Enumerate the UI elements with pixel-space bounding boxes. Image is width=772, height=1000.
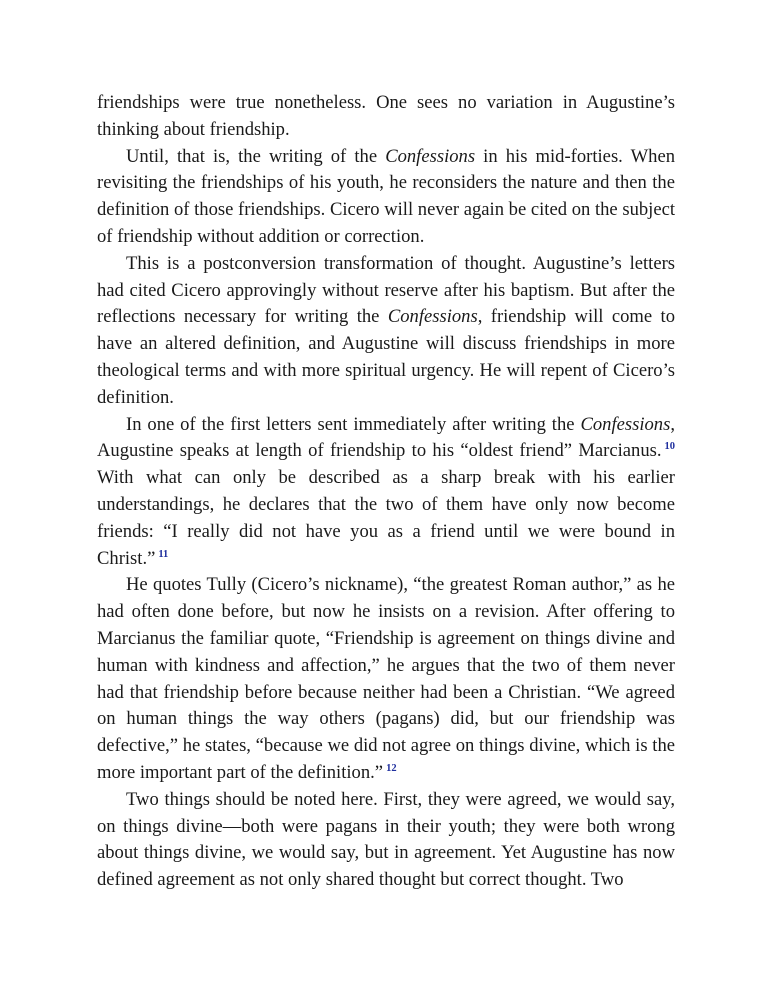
text-run: With what can only be described as a sharp break with his earlier understandings, he declares that the two of them have only now become friends: “I really did not have you as a friend until we were bound in Christ.” <box>97 467 675 569</box>
footnote-link-12[interactable]: 12 <box>386 762 397 774</box>
footnote-link-10[interactable]: 10 <box>664 441 675 453</box>
text-run: Two things should be noted here. First, they were agreed, we would say, on things divine—both were pagans in their youth; they were both wrong about things divine, we would say, but in agreement. Yet Augustine has now defined agreement as not only shared thought but correct thought. Two <box>97 788 675 891</box>
book-title-italic: Confessions <box>387 306 478 328</box>
text-run: This is a postconversion transformation of thought. Augustine’s letters had cited Cicero approvingly without reserve after his baptism. But after the reflections necessary for writing the <box>97 252 675 328</box>
text-run: , friendship will come to have an altered definition, and Augustine will discuss friendships in more theological terms and with more spiritual urgency. He will repent of Cicero’s definition. <box>97 306 675 408</box>
paragraph-1 <box>97 90 675 144</box>
paragraph-3 <box>97 251 675 412</box>
text-run: , Augustine speaks at length of friendship to his “oldest friend” Marcianus. <box>97 413 675 462</box>
book-title-italic: Confessions <box>385 145 476 167</box>
text-run: Until, that is, the writing of the <box>126 145 386 167</box>
text-run: In one of the first letters sent immediately after writing the <box>126 413 581 435</box>
paragraph-4 <box>97 412 675 573</box>
footnote-link-11[interactable]: 11 <box>158 548 169 560</box>
book-title-italic: Confessions <box>580 413 671 435</box>
text-run: in his mid-forties. When revisiting the friendships of his youth, he reconsiders the nature and then the definition of those friendships. Cicero will never again be cited on the subject of friendship without addition or correction. <box>97 145 675 247</box>
book-page <box>97 90 675 894</box>
text-run: friendships were true nonetheless. One sees no variation in Augustine’s thinking about friendship. <box>97 92 675 140</box>
paragraph-2 <box>97 144 675 251</box>
paragraph-6 <box>97 787 675 894</box>
text-run: He quotes Tully (Cicero’s nickname), “the greatest Roman author,” as he had often done before, but now he insists on a revision. After offering to Marcianus the familiar quote, “Friendship is agreement on things divine and human with kindness and affection,” he argues that the two of them never had that friendship before because neither had been a Christian. “We agreed on human things the way others (pagans) did, but our friendship was defective,” he states, “because we did not agree on things divine, which is the more important part of the definition.” <box>97 574 675 783</box>
paragraph-5 <box>97 572 675 786</box>
